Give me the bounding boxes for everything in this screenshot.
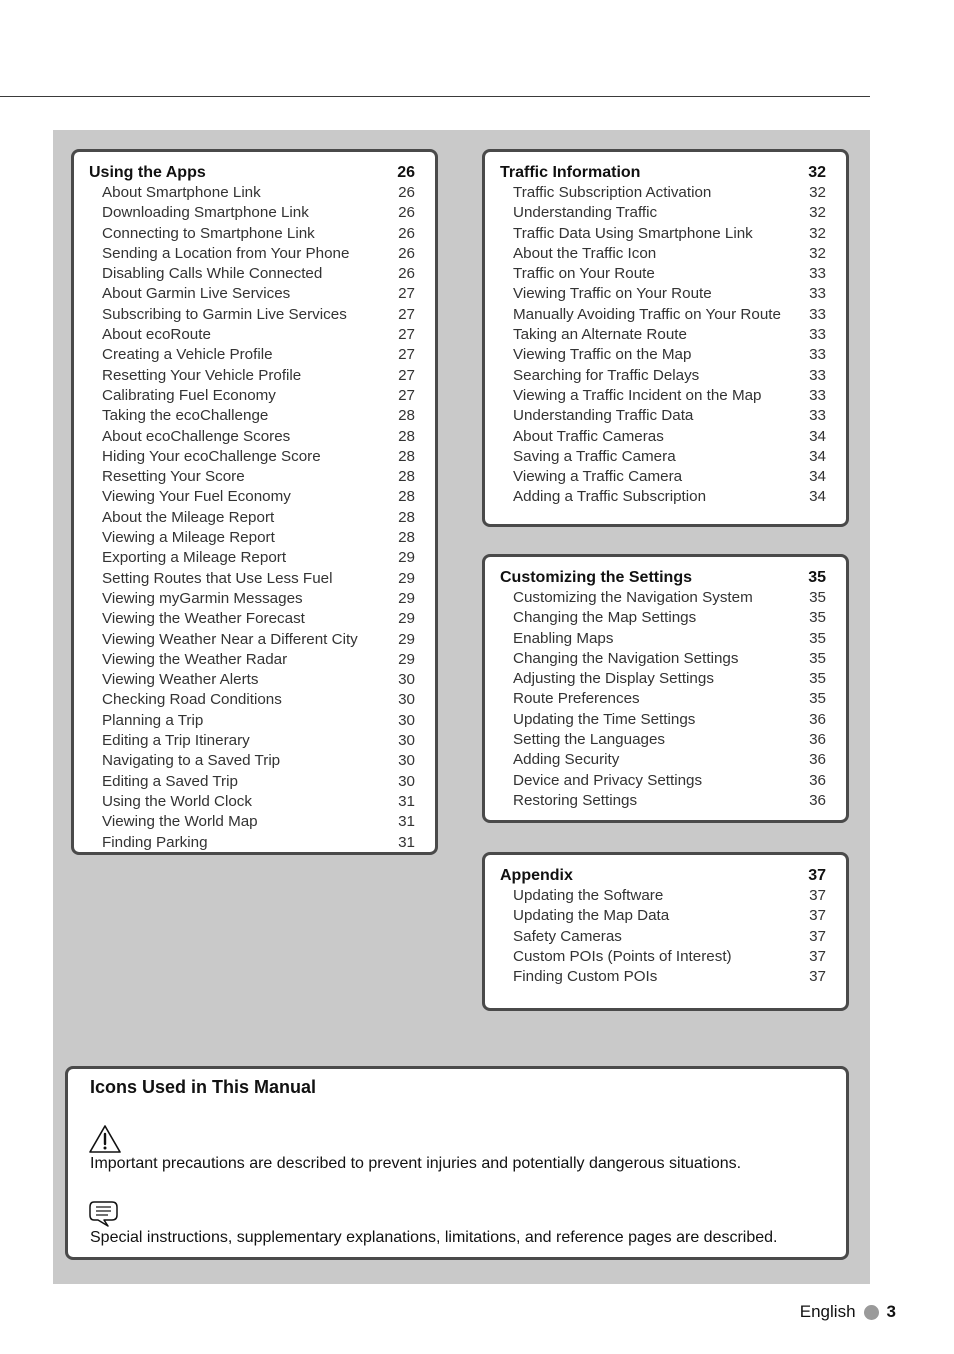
toc-entry-title: Viewing Traffic on Your Route [513,285,712,303]
toc-entry-title: Traffic Data Using Smartphone Link [513,224,753,242]
toc-entry-page: 35 [809,670,826,688]
toc-entry[interactable] [89,690,415,710]
toc-entry-title: Finding Custom POIs [513,968,658,986]
toc-entry-page: 26 [398,204,415,222]
toc-entry-title: Viewing a Mileage Report [102,529,275,547]
toc-entry-page: 27 [398,285,415,303]
toc-entry-page: 32 [809,204,826,222]
toc-entry-page: 32 [809,244,826,262]
toc-entry-page: 30 [398,732,415,750]
toc-section-heading[interactable] [500,567,826,588]
toc-entry-title: Adjusting the Display Settings [513,670,714,688]
icons-legend-box [65,1066,849,1260]
toc-entry-title: Searching for Traffic Delays [513,366,700,384]
toc-entry[interactable] [500,427,826,447]
toc-entry-title: Resetting Your Vehicle Profile [102,366,302,384]
toc-entry-title: About ecoRoute [102,326,211,344]
page-number: 3 [886,1302,896,1321]
toc-entry-page: 33 [809,305,826,323]
toc-entry-page: 31 [398,813,415,831]
toc-entry-page: 33 [809,366,826,384]
toc-entry-title: Device and Privacy Settings [513,771,703,789]
toc-section-heading[interactable] [500,865,826,886]
toc-entry-page: 28 [398,488,415,506]
toc-entry-title: Adding a Traffic Subscription [513,488,707,506]
toc-entry-page: 26 [398,184,415,201]
toc-entry[interactable] [500,467,826,487]
toc-entry-page: 28 [398,468,415,486]
toc-entry[interactable] [89,751,415,771]
toc-entry-page: 33 [809,346,826,364]
toc-entry-title: Route Preferences [513,690,640,708]
toc-entry-page: 30 [398,691,415,709]
toc-entry[interactable] [89,812,415,832]
toc-entry-title: Planning a Trip [102,711,204,729]
toc-entry[interactable] [89,244,415,264]
toc-entry-page: 30 [398,752,415,770]
toc-entry-page: 37 [809,887,826,904]
toc-box-settings [482,554,849,823]
toc-entry-title: Editing a Saved Trip [102,772,238,790]
toc-entry[interactable] [89,589,415,609]
warning-description: Important precautions are described to prevent injuries and potentially dangerous situations. [90,1155,742,1172]
toc-section-heading[interactable] [89,162,415,183]
toc-entry[interactable] [500,689,826,709]
toc-entry-title: Checking Road Conditions [102,691,282,709]
toc-entry[interactable] [89,711,415,731]
toc-entry[interactable] [500,608,826,628]
toc-entry-title: Updating the Time Settings [513,710,696,728]
toc-heading-title: Using the Apps [89,164,206,181]
toc-entry-title: Updating the Software [513,887,664,904]
toc-entry[interactable] [500,927,826,947]
toc-entry-title: Viewing the Weather Forecast [102,610,305,628]
toc-entry-title: Custom POIs (Points of Interest) [513,947,732,965]
toc-entry[interactable] [500,750,826,770]
toc-entry-title: Safety Cameras [513,927,622,945]
toc-entry[interactable] [89,772,415,792]
toc-entry-title: Changing the Navigation Settings [513,649,739,667]
toc-entry-page: 28 [398,407,415,425]
footer-language: English [799,1302,856,1321]
toc-section-settings [500,567,826,811]
toc-entry-title: About the Mileage Report [102,508,275,526]
toc-entry-page: 29 [398,589,415,607]
toc-entry-title: Setting Routes that Use Less Fuel [102,569,333,587]
toc-entry-title: Viewing a Traffic Incident on the Map [513,386,762,404]
toc-entry[interactable] [89,366,415,386]
toc-entry[interactable] [500,487,826,507]
toc-entry-page: 36 [809,731,826,749]
toc-box-appendix [482,852,849,1011]
toc-entry-title: Changing the Map Settings [513,609,697,627]
toc-entry-title: Viewing Traffic on the Map [513,346,692,364]
toc-entry-title: Sending a Location from Your Phone [102,244,350,262]
toc-entry-page: 33 [809,407,826,425]
toc-entry[interactable] [500,305,826,325]
toc-entry-title: Saving a Traffic Camera [513,447,676,465]
toc-entry-title: About ecoChallenge Scores [102,427,291,445]
toc-entry-page: 36 [809,771,826,789]
toc-entry-page: 34 [809,468,826,486]
toc-entry-title: Viewing the Weather Radar [102,650,288,668]
toc-entry[interactable] [89,630,415,650]
toc-entry[interactable] [89,508,415,528]
toc-entry[interactable] [500,947,826,967]
toc-entry-title: Taking an Alternate Route [513,326,687,344]
toc-heading-page: 35 [808,569,826,586]
toc-entry[interactable] [89,284,415,304]
toc-entry[interactable] [500,447,826,467]
toc-heading-title: Traffic Information [500,164,641,181]
toc-entry-title: Viewing the World Map [102,813,258,831]
toc-entry[interactable] [89,264,415,284]
note-description: Special instructions, supplementary explanations, limitations, and reference pages are described. [90,1229,778,1246]
note-speech-bubble-icon [88,1199,122,1229]
toc-entry-title: Exporting a Mileage Report [102,549,287,567]
toc-entry[interactable] [89,833,415,853]
toc-entry-page: 33 [809,285,826,303]
toc-entry-page: 35 [809,649,826,667]
toc-entry-page: 30 [398,671,415,689]
toc-entry[interactable] [500,967,826,987]
toc-entry-title: Creating a Vehicle Profile [102,346,273,364]
toc-entry[interactable] [500,224,826,244]
toc-entry-page: 31 [398,833,415,851]
toc-entry-page: 27 [398,366,415,384]
toc-entry-title: Understanding Traffic [513,204,658,222]
toc-entry-title: Viewing Your Fuel Economy [102,488,291,506]
toc-heading-title: Customizing the Settings [500,569,692,586]
toc-entry[interactable] [89,467,415,487]
toc-entry[interactable] [500,406,826,426]
toc-entry-page: 27 [398,346,415,364]
toc-entry-page: 26 [398,224,415,242]
toc-entry[interactable] [89,224,415,244]
toc-entry-page: 37 [809,907,826,925]
toc-entry-title: Enabling Maps [513,629,614,647]
toc-entry-page: 34 [809,488,826,506]
toc-entry-title: About Traffic Cameras [513,427,664,445]
toc-entry-title: Hiding Your ecoChallenge Score [102,447,321,465]
toc-heading-page: 37 [808,867,826,884]
toc-entry[interactable] [500,649,826,669]
toc-entry[interactable] [500,203,826,223]
toc-entry-title: Viewing Weather Alerts [102,671,259,689]
toc-entry-page: 29 [398,549,415,567]
toc-entry[interactable] [500,366,826,386]
toc-entry-title: Connecting to Smartphone Link [102,224,315,242]
toc-entry-page: 36 [809,710,826,728]
toc-entry[interactable] [500,791,826,811]
toc-entry-page: 37 [809,927,826,945]
toc-heading-title: Appendix [500,867,573,884]
warning-triangle-icon [88,1124,122,1154]
toc-entry[interactable] [500,244,826,264]
toc-entry[interactable] [89,731,415,751]
toc-heading-page: 32 [808,164,826,181]
toc-entry-title: Viewing myGarmin Messages [102,589,303,607]
toc-entry[interactable] [89,203,415,223]
toc-entry-title: Adding Security [513,751,620,769]
toc-entry[interactable] [89,183,415,203]
toc-entry-title: Calibrating Fuel Economy [102,386,276,404]
toc-entry[interactable] [89,792,415,812]
toc-entry-title: Editing a Trip Itinerary [102,732,250,750]
toc-entry-title: Using the World Clock [102,792,252,810]
toc-entry-page: 29 [398,630,415,648]
toc-entry[interactable] [89,325,415,345]
toc-section-appendix [500,865,826,987]
toc-entry[interactable] [500,345,826,365]
toc-entry-page: 34 [809,447,826,465]
toc-entry-page: 32 [809,184,826,201]
toc-entry-page: 28 [398,427,415,445]
toc-entry[interactable] [500,710,826,730]
toc-entry-title: Subscribing to Garmin Live Services [102,305,347,323]
toc-entry-title: About the Traffic Icon [513,244,657,262]
toc-entry-page: 37 [809,968,826,986]
page-footer [800,1302,896,1322]
toc-entry[interactable] [89,447,415,467]
toc-entry[interactable] [89,345,415,365]
toc-entry[interactable] [500,264,826,284]
toc-box-apps [71,149,438,855]
toc-entry-title: Traffic on Your Route [513,265,655,283]
toc-entry-title: Disabling Calls While Connected [102,265,323,283]
toc-entry[interactable] [89,650,415,670]
toc-entry[interactable] [500,386,826,406]
toc-entry-page: 33 [809,326,826,344]
toc-section-apps [89,162,415,853]
toc-entry-page: 34 [809,427,826,445]
toc-entry[interactable] [500,669,826,689]
toc-entry-page: 36 [809,751,826,769]
toc-entry[interactable] [89,386,415,406]
toc-entry-page: 35 [809,690,826,708]
toc-entry[interactable] [89,305,415,325]
toc-entry-page: 28 [398,508,415,526]
toc-entry-title: Restoring Settings [513,791,638,809]
toc-entry[interactable] [89,548,415,568]
toc-entry-page: 32 [809,224,826,242]
toc-entry-page: 36 [809,791,826,809]
toc-entry[interactable] [500,730,826,750]
toc-entry-page: 29 [398,569,415,587]
toc-entry-page: 28 [398,447,415,465]
toc-entry-page: 26 [398,265,415,283]
toc-entry-title: About Smartphone Link [102,184,261,201]
toc-entry-page: 27 [398,326,415,344]
toc-entry[interactable] [89,569,415,589]
toc-entry-page: 26 [398,244,415,262]
toc-entry-title: Updating the Map Data [513,907,670,925]
toc-entry[interactable] [500,886,826,906]
toc-entry[interactable] [89,609,415,629]
toc-entry-page: 33 [809,265,826,283]
toc-entry-title: Traffic Subscription Activation [513,184,712,201]
toc-entry[interactable] [500,629,826,649]
toc-entry-page: 37 [809,947,826,965]
toc-section-heading[interactable] [500,162,826,183]
toc-entry-page: 27 [398,386,415,404]
toc-entry-title: Understanding Traffic Data [513,407,694,425]
toc-entry[interactable] [500,325,826,345]
toc-entry[interactable] [500,771,826,791]
toc-entry[interactable] [89,487,415,507]
toc-entry-title: Taking the ecoChallenge [102,407,269,425]
toc-entry-title: Viewing a Traffic Camera [513,468,683,486]
toc-entry-title: Customizing the Navigation System [513,589,753,606]
toc-entry[interactable] [89,427,415,447]
toc-entry[interactable] [500,284,826,304]
toc-entry-title: Manually Avoiding Traffic on Your Route [513,305,781,323]
toc-entry-page: 35 [809,589,826,606]
toc-entry-title: Viewing Weather Near a Different City [102,630,358,648]
toc-entry-title: Setting the Languages [513,731,666,749]
toc-entry-title: Navigating to a Saved Trip [102,752,281,770]
toc-entry[interactable] [89,406,415,426]
toc-box-traffic [482,149,849,527]
toc-entry-title: Downloading Smartphone Link [102,204,309,222]
footer-dot-icon [864,1305,879,1320]
toc-entry[interactable] [89,528,415,548]
toc-section-traffic [500,162,826,508]
toc-entry-page: 29 [398,610,415,628]
toc-entry-page: 28 [398,529,415,547]
toc-entry[interactable] [500,588,826,608]
top-rule [0,96,870,97]
icons-legend-title: Icons Used in This Manual [90,1077,317,1097]
toc-entry[interactable] [500,906,826,926]
toc-entry-page: 35 [809,609,826,627]
toc-entry-page: 30 [398,772,415,790]
toc-entry-title: Resetting Your Score [102,468,245,486]
toc-entry-title: Finding Parking [102,833,208,851]
toc-entry-page: 31 [398,792,415,810]
toc-entry-page: 33 [809,386,826,404]
toc-entry-page: 35 [809,629,826,647]
toc-entry-page: 27 [398,305,415,323]
toc-entry-page: 30 [398,711,415,729]
toc-entry[interactable] [500,183,826,203]
toc-entry-page: 29 [398,650,415,668]
toc-entry-title: About Garmin Live Services [102,285,291,303]
toc-heading-page: 26 [397,164,415,181]
toc-entry[interactable] [89,670,415,690]
